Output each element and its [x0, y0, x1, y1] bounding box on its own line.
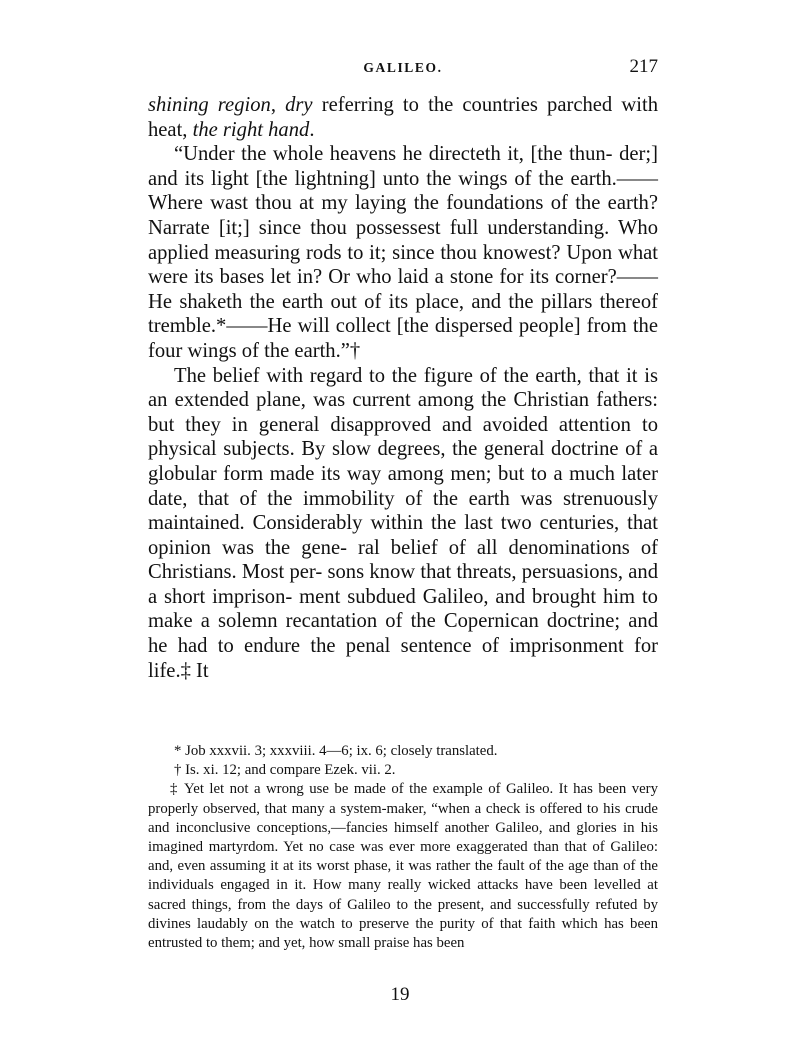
text-line: the earth.”† [264, 339, 361, 362]
text-line: endure the penal sentence of imprisonment for life.‡ It [148, 635, 658, 682]
text-line: thou knowest? Upon what were its bases let in? Or [148, 241, 658, 289]
page-number: 217 [629, 56, 658, 77]
paragraph-quotation [148, 142, 658, 363]
text-line: The belief with regard to the figure of the earth, that [174, 364, 627, 387]
text-line: recantation of the Copernican doctrine; and he had to [148, 610, 659, 658]
footnote-dagger: † Is. xi. 12; and compare Ezek. vii. 2. [174, 762, 396, 779]
text-line: within the last two centuries, that opinion was the gene- [148, 512, 658, 559]
text-line: with heat, the right hand. [148, 94, 659, 141]
text-line: of the earth? Narrate [it;] since thou possessest full [148, 192, 658, 239]
footnote-star: * Job xxxvii. 3; xxxviii. 4—6; ix. 6; closely translated. [174, 743, 498, 759]
text-line: “Under the whole heavens he directeth it, [the thun- [174, 143, 613, 166]
text-line: it is an extended plane, was current among the Christian [148, 364, 658, 412]
text-line: fathers: but they in general disapproved and avoided [148, 389, 658, 436]
paragraph-belief [148, 364, 658, 684]
text-line: men; but to a much later date, that of the immobility of [148, 462, 658, 510]
signature-mark: 19 [390, 984, 410, 1005]
footnotes [148, 742, 658, 953]
text-line: who laid a stone for its corner?——He shaketh the earth [148, 266, 658, 313]
text-line: the earth was strenuously maintained. Considerably [148, 487, 658, 535]
text-line: ment subdued Galileo, and brought him to make a solemn [148, 585, 658, 633]
paragraph-continuation [148, 93, 658, 142]
running-head [148, 56, 658, 82]
footnote-double-dagger: ‡ Yet let not a wrong use be made of the example of Galileo. It has been very properly observed, that many a system-maker, “when a check is offered to his crude and inconclusive conceptions,—fancies himself another Galileo, and glories in his imagined martyrdom. Yet no case was ever more exaggerated than that of Galileo: and, even assuming it at its worst phase, it was rather the fault of the age than of the individuals engaged in it. How many really wicked attacks have been levelled at sacred things, from the days of Galileo to the present, and successfully refuted by divines laudably on the watch to preserve the purity of that faith which has been entrusted to them; and yet, how small praise has been [148, 781, 658, 952]
text-line: will collect [the dispersed people] from the four wings of [148, 315, 658, 362]
main-text [148, 93, 658, 683]
text-line: sons know that threats, persuasions, and a short imprison- [148, 561, 658, 608]
text-line: out of its place, and the pillars thereof tremble.*——He [148, 290, 658, 338]
text-line: ral belief of all denominations of Christians. Most per- [148, 536, 658, 584]
text-line: earth.——Where wast thou at my laying the foundations [148, 167, 658, 215]
running-title: GALILEO. [363, 60, 443, 75]
text-line: general doctrine of a globular form made its way among [148, 438, 658, 485]
text-line: der;] and its light [the lightning] unto the wings of the [148, 143, 658, 190]
text-line: attention to physical subjects. By slow degrees, the [148, 413, 658, 461]
text-line: shining region, dry referring to the countries parched [148, 94, 622, 116]
text-line: understanding. Who applied measuring rods to it; since [148, 216, 658, 264]
